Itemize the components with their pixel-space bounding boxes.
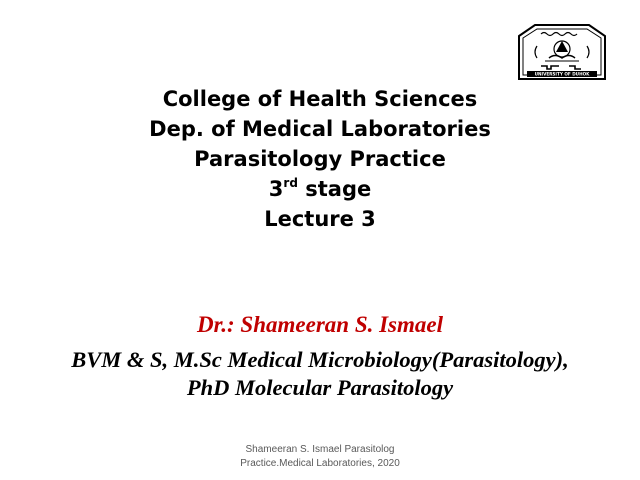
stage-title — [120, 174, 520, 204]
stage-ordinal-suffix: rd — [283, 176, 298, 190]
author-name: Dr.: Shameeran S. Ismael — [196, 312, 443, 337]
stage-word: stage — [297, 177, 372, 201]
slide-footer — [170, 443, 470, 471]
stage-number: 3 — [268, 177, 284, 201]
department-title: Dep. of Medical Laboratories — [149, 117, 491, 141]
university-logo-icon — [511, 22, 613, 82]
footer-line-1: Shameeran S. Ismael Parasitolog — [245, 444, 395, 455]
degrees-line-1: BVM & S, M.Sc Medical Microbiology(Parasitology), — [71, 347, 569, 372]
author-degrees — [0, 346, 640, 402]
course-title: Parasitology Practice — [194, 147, 446, 171]
lecture-title: Lecture 3 — [264, 207, 376, 231]
logo-text: UNIVERSITY OF DUHOK — [534, 71, 590, 77]
title-block — [120, 84, 520, 234]
college-title: College of Health Sciences — [162, 87, 478, 111]
degrees-line-2: PhD Molecular Parasitology — [186, 375, 454, 400]
footer-line-2: Practice.Medical Laboratories, 2020 — [240, 458, 400, 469]
